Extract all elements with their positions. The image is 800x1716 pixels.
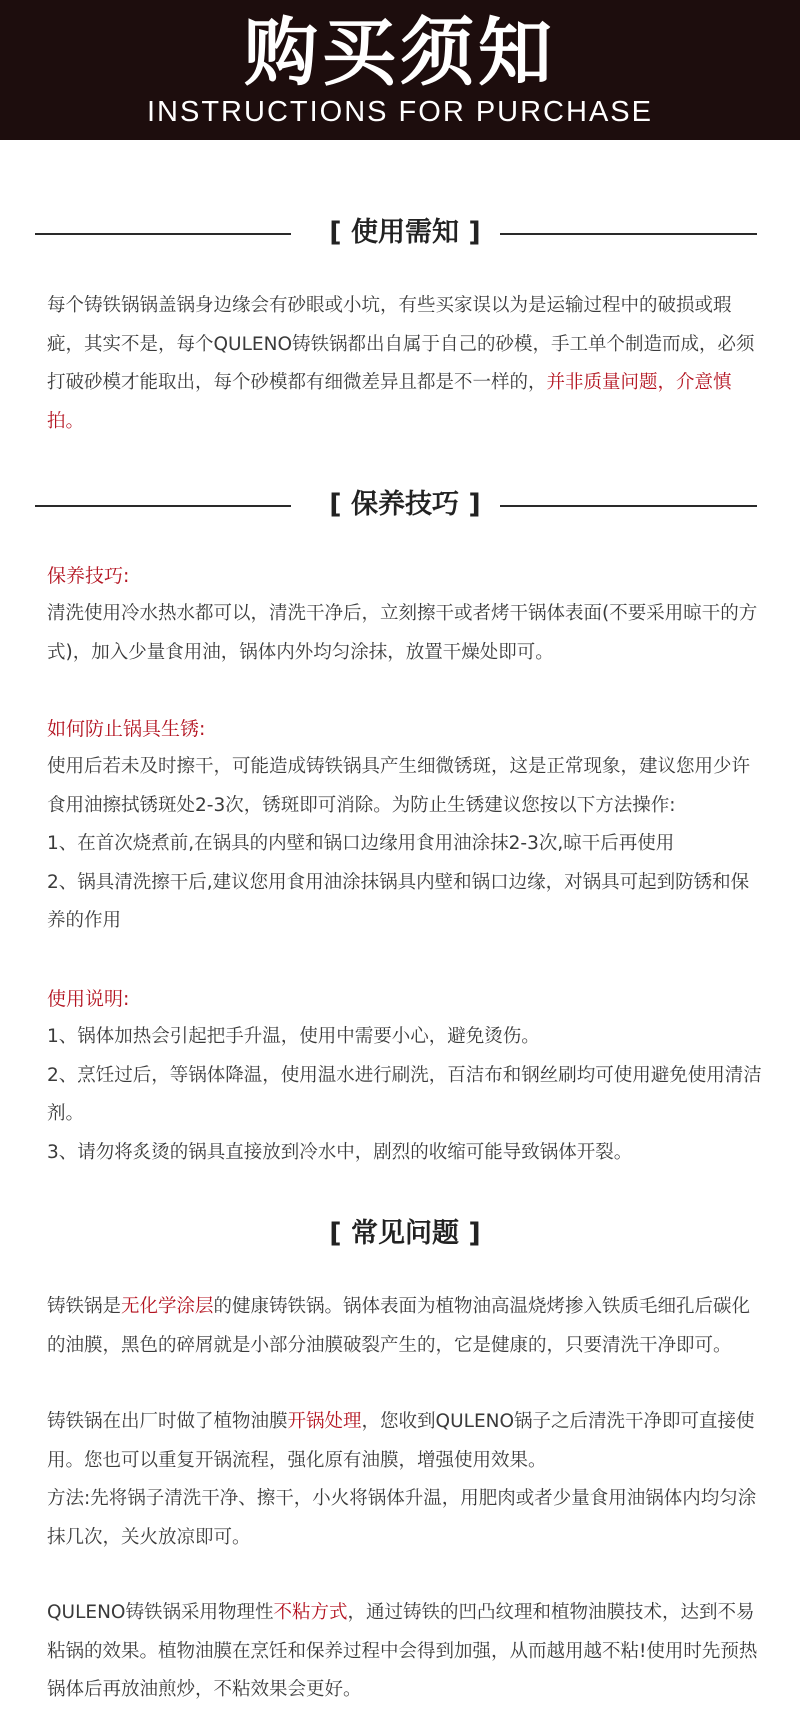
divider-left xyxy=(35,233,291,235)
faq-1-text-b: 的健康铸铁锅。锅体表面为植物油高温烧烤掺入铁质毛细孔后碳化的油膜，黑色的碎屑就是小部分油膜破裂产生的，它是健康的，只要清洗干净即可。 xyxy=(47,1296,751,1356)
faq-1-highlight: 无化学涂层 xyxy=(121,1296,214,1317)
rust-step-2: 2、锅具清洗擦干后,建议您用食用油涂抹锅具内壁和锅口边缘，对锅具可起到防锈和保养的作用 xyxy=(47,871,750,931)
care-paragraph: 清洗使用冷水热水都可以，清洗干净后，立刻擦干或者烤干锅体表面(不要采用晾干的方式)，加入少量食用油，锅体内外均匀涂抹，放置干燥处即可。 xyxy=(47,603,758,663)
faq-3-highlight: 不粘方式 xyxy=(273,1602,348,1623)
rust-block xyxy=(47,748,763,941)
faq-paragraph-1 xyxy=(47,1288,763,1365)
faq-2-method: 方法:先将锅子清洗干净、擦干，小火将锅体升温，用肥肉或者少量食用油锅体内均匀涂抹几次，关火放凉即可。 xyxy=(47,1488,757,1548)
usage-label: 使用说明: xyxy=(47,988,130,1010)
care-label: 保养技巧: xyxy=(47,565,130,587)
faq-2-highlight: 开锅处理 xyxy=(287,1411,362,1432)
rust-step-1: 1、在首次烧煮前,在锅具的内壁和锅口边缘用食用油涂抹2-3次,晾干后再使用 xyxy=(47,833,675,854)
divider-left xyxy=(35,505,291,507)
faq-1-text-a: 铸铁锅是 xyxy=(47,1296,122,1317)
section-header-usage-notice xyxy=(0,213,800,253)
faq-2-text-b: ，您收到QULENO锅子之后清洗干净即可直接使用。您也可以重复开锅流程，强化原有油膜，增强使用效果。 xyxy=(47,1411,755,1471)
usage-notice-paragraph xyxy=(47,287,763,441)
page-title: 购买须知 xyxy=(244,10,556,96)
usage-item-1: 1、锅体加热会引起把手升温，使用中需要小心，避免烫伤。 xyxy=(47,1026,540,1047)
usage-item-3: 3、请勿将炙烫的锅具直接放到冷水中，剧烈的收缩可能导致锅体开裂。 xyxy=(47,1141,633,1163)
page-subtitle: INSTRUCTIONS FOR PURCHASE xyxy=(147,96,653,128)
divider-right xyxy=(500,505,757,507)
faq-paragraph-3 xyxy=(47,1594,763,1710)
rust-label: 如何防止锅具生锈: xyxy=(47,718,206,740)
care-text xyxy=(47,595,763,672)
faq-paragraph-2 xyxy=(47,1403,763,1557)
section-header-faq xyxy=(0,1214,800,1254)
faq-3-text-b: ，通过铸铁的凹凸纹理和植物油膜技术，达到不易粘锅的效果。植物油膜在烹饪和保养过程中会得到加强，从而越用越不粘!使用时先预热锅体后再放油煎炒，不粘效果会更好。 xyxy=(47,1602,758,1700)
rust-paragraph: 使用后若未及时擦干，可能造成铸铁锅具产生细微锈斑，这是正常现象，建议您用少许食用油擦拭锈斑处2-3次，锈斑即可消除。为防止生锈建议您按以下方法操作: xyxy=(47,756,751,816)
section-header-care-tips xyxy=(0,485,800,525)
section-title: [ 常见问题 ] xyxy=(329,1218,481,1249)
usage-block xyxy=(47,1018,763,1172)
divider-right xyxy=(500,233,757,235)
usage-notice-warning: 并非质量问题，介意慎拍。 xyxy=(47,372,732,432)
usage-notice-text: 每个铸铁锅锅盖锅身边缘会有砂眼或小坑，有些买家误以为是运输过程中的破损或瑕疵，其实不是，每个QULENO铸铁锅都出自属于自己的砂模，手工单个制造而成，必须打破砂模才能取出，每个砂模都有细微差异且都是不一样的， xyxy=(47,295,755,393)
section-title: [ 使用需知 ] xyxy=(329,217,481,248)
header-banner xyxy=(0,0,800,140)
faq-3-text-a: QULENO铸铁锅采用物理性 xyxy=(47,1602,274,1623)
section-title: [ 保养技巧 ] xyxy=(329,489,481,520)
usage-item-2: 2、烹饪过后，等锅体降温，使用温水进行刷洗，百洁布和钢丝刷均可使用避免使用清洁剂。 xyxy=(47,1064,762,1124)
faq-2-text-a: 铸铁锅在出厂时做了植物油膜 xyxy=(47,1411,288,1432)
